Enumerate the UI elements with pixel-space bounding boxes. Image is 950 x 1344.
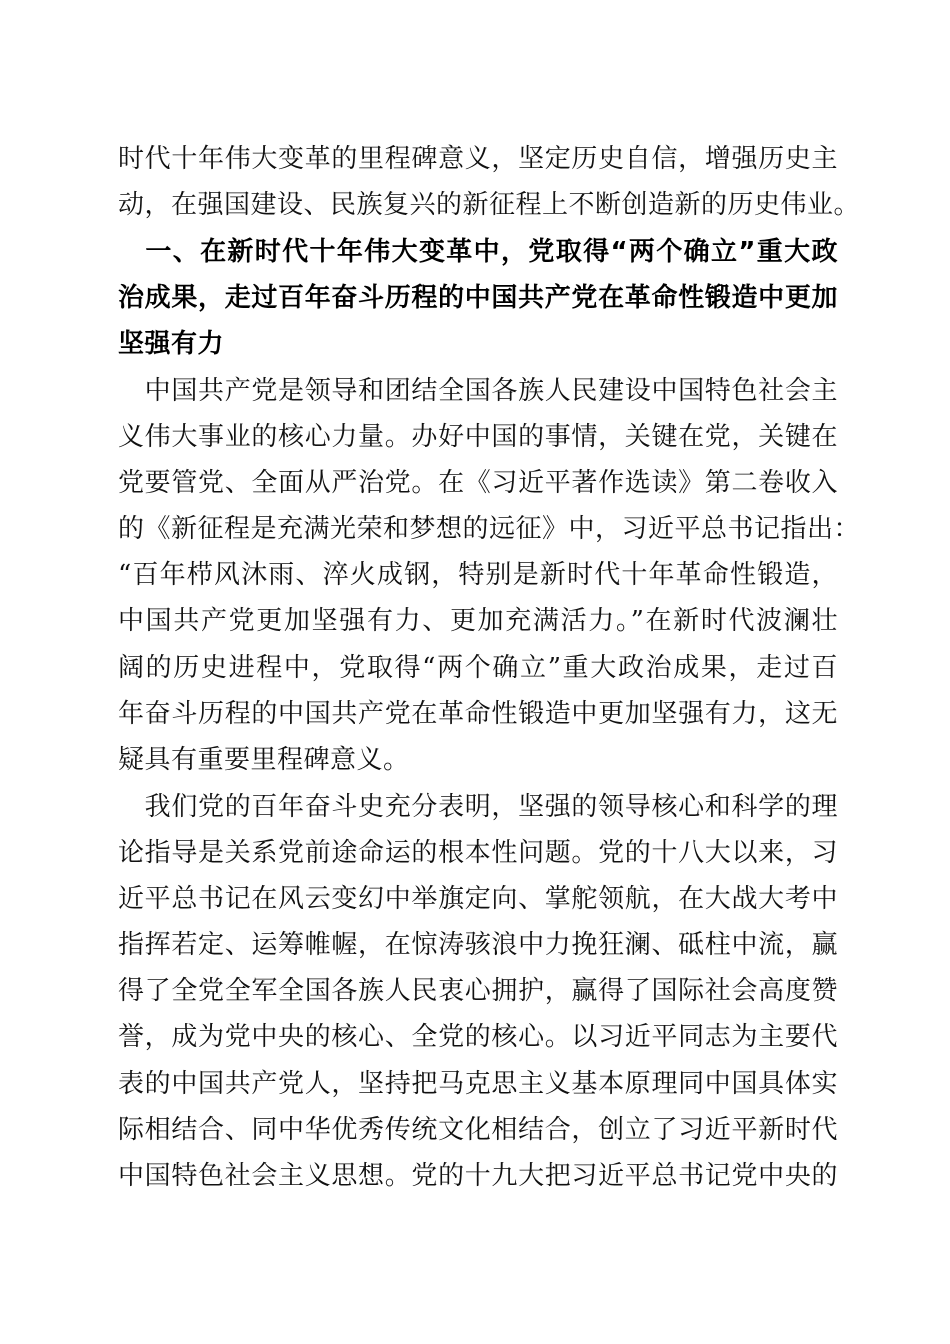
body-text-line: 得了全党全军全国各族人民衷心拥护，赢得了国际社会高度赞 [118,976,838,1006]
body-text-line: 中国共产党是领导和团结全国各族人民建设中国特色社会主 [118,376,838,406]
section-heading-line: 坚强有力 [118,329,225,359]
body-text-line: 誉，成为党中央的核心、全党的核心。以习近平同志为主要代 [118,1022,838,1052]
body-text-line: “百年栉风沐雨、淬火成钢，特别是新时代十年革命性锻造， [118,560,838,590]
body-text-line: 中国共产党更加坚强有力、更加充满活力。”在新时代波澜壮 [118,606,838,636]
section-heading-line: 治成果，走过百年奋斗历程的中国共产党在革命性锻造中更加 [118,283,838,313]
body-text-line: 近平总书记在风云变幻中举旗定向、掌舵领航，在大战大考中 [118,884,838,914]
body-text-line: 党要管党、全面从严治党。在《习近平著作选读》第二卷收入 [118,468,838,498]
body-text-line: 论指导是关系党前途命运的根本性问题。党的十八大以来，习 [118,838,838,868]
body-text-line: 义伟大事业的核心力量。办好中国的事情，关键在党，关键在 [118,422,838,452]
body-text-line: 疑具有重要里程碑意义。 [118,745,410,775]
body-text-line: 际相结合、同中华优秀传统文化相结合，创立了习近平新时代 [118,1115,838,1145]
body-text-line: 时代十年伟大变革的里程碑意义，坚定历史自信，增强历史主 [118,144,838,174]
body-text-line: 中国特色社会主义思想。党的十九大把习近平总书记党中央的 [118,1161,838,1191]
body-text-line: 表的中国共产党人，坚持把马克思主义基本原理同中国具体实 [118,1069,838,1099]
body-text-line: 指挥若定、运筹帷幄，在惊涛骇浪中力挽狂澜、砥柱中流，赢 [118,930,838,960]
section-heading-line: 一、在新时代十年伟大变革中，党取得“两个确立”重大政 [118,237,838,267]
body-text-line: 的《新征程是充满光荣和梦想的远征》中，习近平总书记指出： [118,514,861,544]
body-text-line: 动，在强国建设、民族复兴的新征程上不断创造新的历史伟业。 [118,190,861,220]
body-text-line: 阔的历史进程中，党取得“两个确立”重大政治成果，走过百 [118,653,838,683]
body-text-line: 我们党的百年奋斗史充分表明，坚强的领导核心和科学的理 [118,792,838,822]
body-text-line: 年奋斗历程的中国共产党在革命性锻造中更加坚强有力，这无 [118,699,838,729]
